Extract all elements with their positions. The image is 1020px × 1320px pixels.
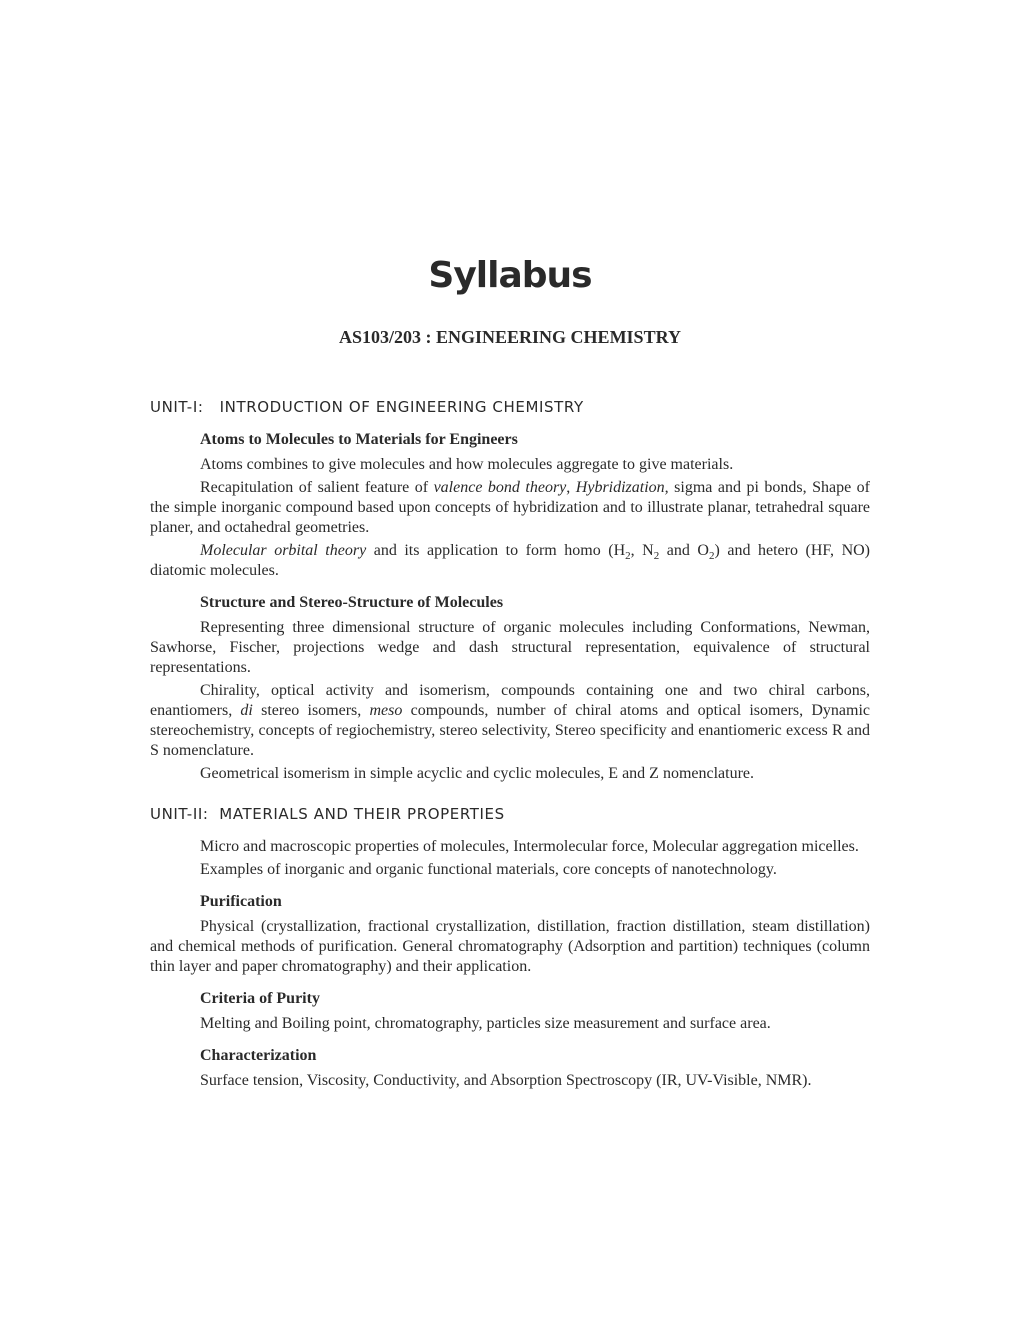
unit-2-label: UNIT-II: bbox=[150, 805, 209, 823]
syllabus-content bbox=[150, 396, 870, 1094]
section-heading: Characterization bbox=[200, 1047, 317, 1064]
section-heading: Atoms to Molecules to Materials for Engineers bbox=[200, 431, 518, 448]
unit-1-name: INTRODUCTION OF ENGINEERING CHEMISTRY bbox=[219, 398, 584, 416]
paragraph: Geometrical isomerism in simple acyclic and cyclic molecules, E and Z nomenclature. bbox=[200, 765, 755, 782]
unit-2-heading bbox=[150, 803, 870, 825]
paragraph: Recapitulation of salient feature of valence bond theory, Hybridization, sigma and pi bonds, Shape of the simple inorganic compound based upon concepts of hybridization and to illustrate planar, tetrahedral square planer, and octahedral geometries. bbox=[150, 479, 871, 536]
paragraph: Chirality, optical activity and isomerism, compounds containing one and two chiral carbons, enantiomers, di stereo isomers, meso compounds, number of chiral atoms and optical isomers, Dynamic stereochemistry, concepts of regiochemistry, stereo selectivity, Stereo specificity and enantiomeric excess R and S nomenclature. bbox=[150, 682, 870, 759]
unit-1-heading bbox=[150, 396, 870, 418]
paragraph: Atoms combines to give molecules and how molecules aggregate to give materials. bbox=[200, 456, 734, 473]
paragraph: Surface tension, Viscosity, Conductivity, and Absorption Spectroscopy (IR, UV-Visible, NMR). bbox=[200, 1072, 812, 1089]
page-title: Syllabus bbox=[428, 255, 592, 296]
unit-2-name: MATERIALS AND THEIR PROPERTIES bbox=[219, 805, 505, 823]
course-title: AS103/203 : ENGINEERING CHEMISTRY bbox=[339, 327, 681, 347]
paragraph: Physical (crystallization, fractional crystallization, distillation, fraction distillation, steam distillation) and chemical methods of purification. General chromatography (Adsorption and partition) techniques (column thin layer and paper chromatography) and their application. bbox=[150, 918, 870, 975]
paragraph: Micro and macroscopic properties of molecules, Intermolecular force, Molecular aggregation micelles. bbox=[200, 838, 859, 855]
section-heading: Purification bbox=[200, 893, 282, 910]
paragraph: Melting and Boiling point, chromatography, particles size measurement and surface area. bbox=[200, 1015, 771, 1032]
section-heading: Structure and Stereo-Structure of Molecules bbox=[200, 594, 504, 611]
paragraph: Examples of inorganic and organic functional materials, core concepts of nanotechnology. bbox=[200, 861, 777, 878]
paragraph: Molecular orbital theory and its application to form homo ($H_2$, $N_2$ and $O_2$) and hetero (HF, NO) diatomic molecules. bbox=[150, 542, 871, 579]
unit-1-label: UNIT-I: bbox=[150, 398, 204, 416]
section-heading: Criteria of Purity bbox=[200, 990, 320, 1007]
paragraph: Representing three dimensional structure of organic molecules including Conformations, Newman, Sawhorse, Fischer, projections wedge and dash structural representation, equivalence of structural representations. bbox=[150, 619, 870, 676]
